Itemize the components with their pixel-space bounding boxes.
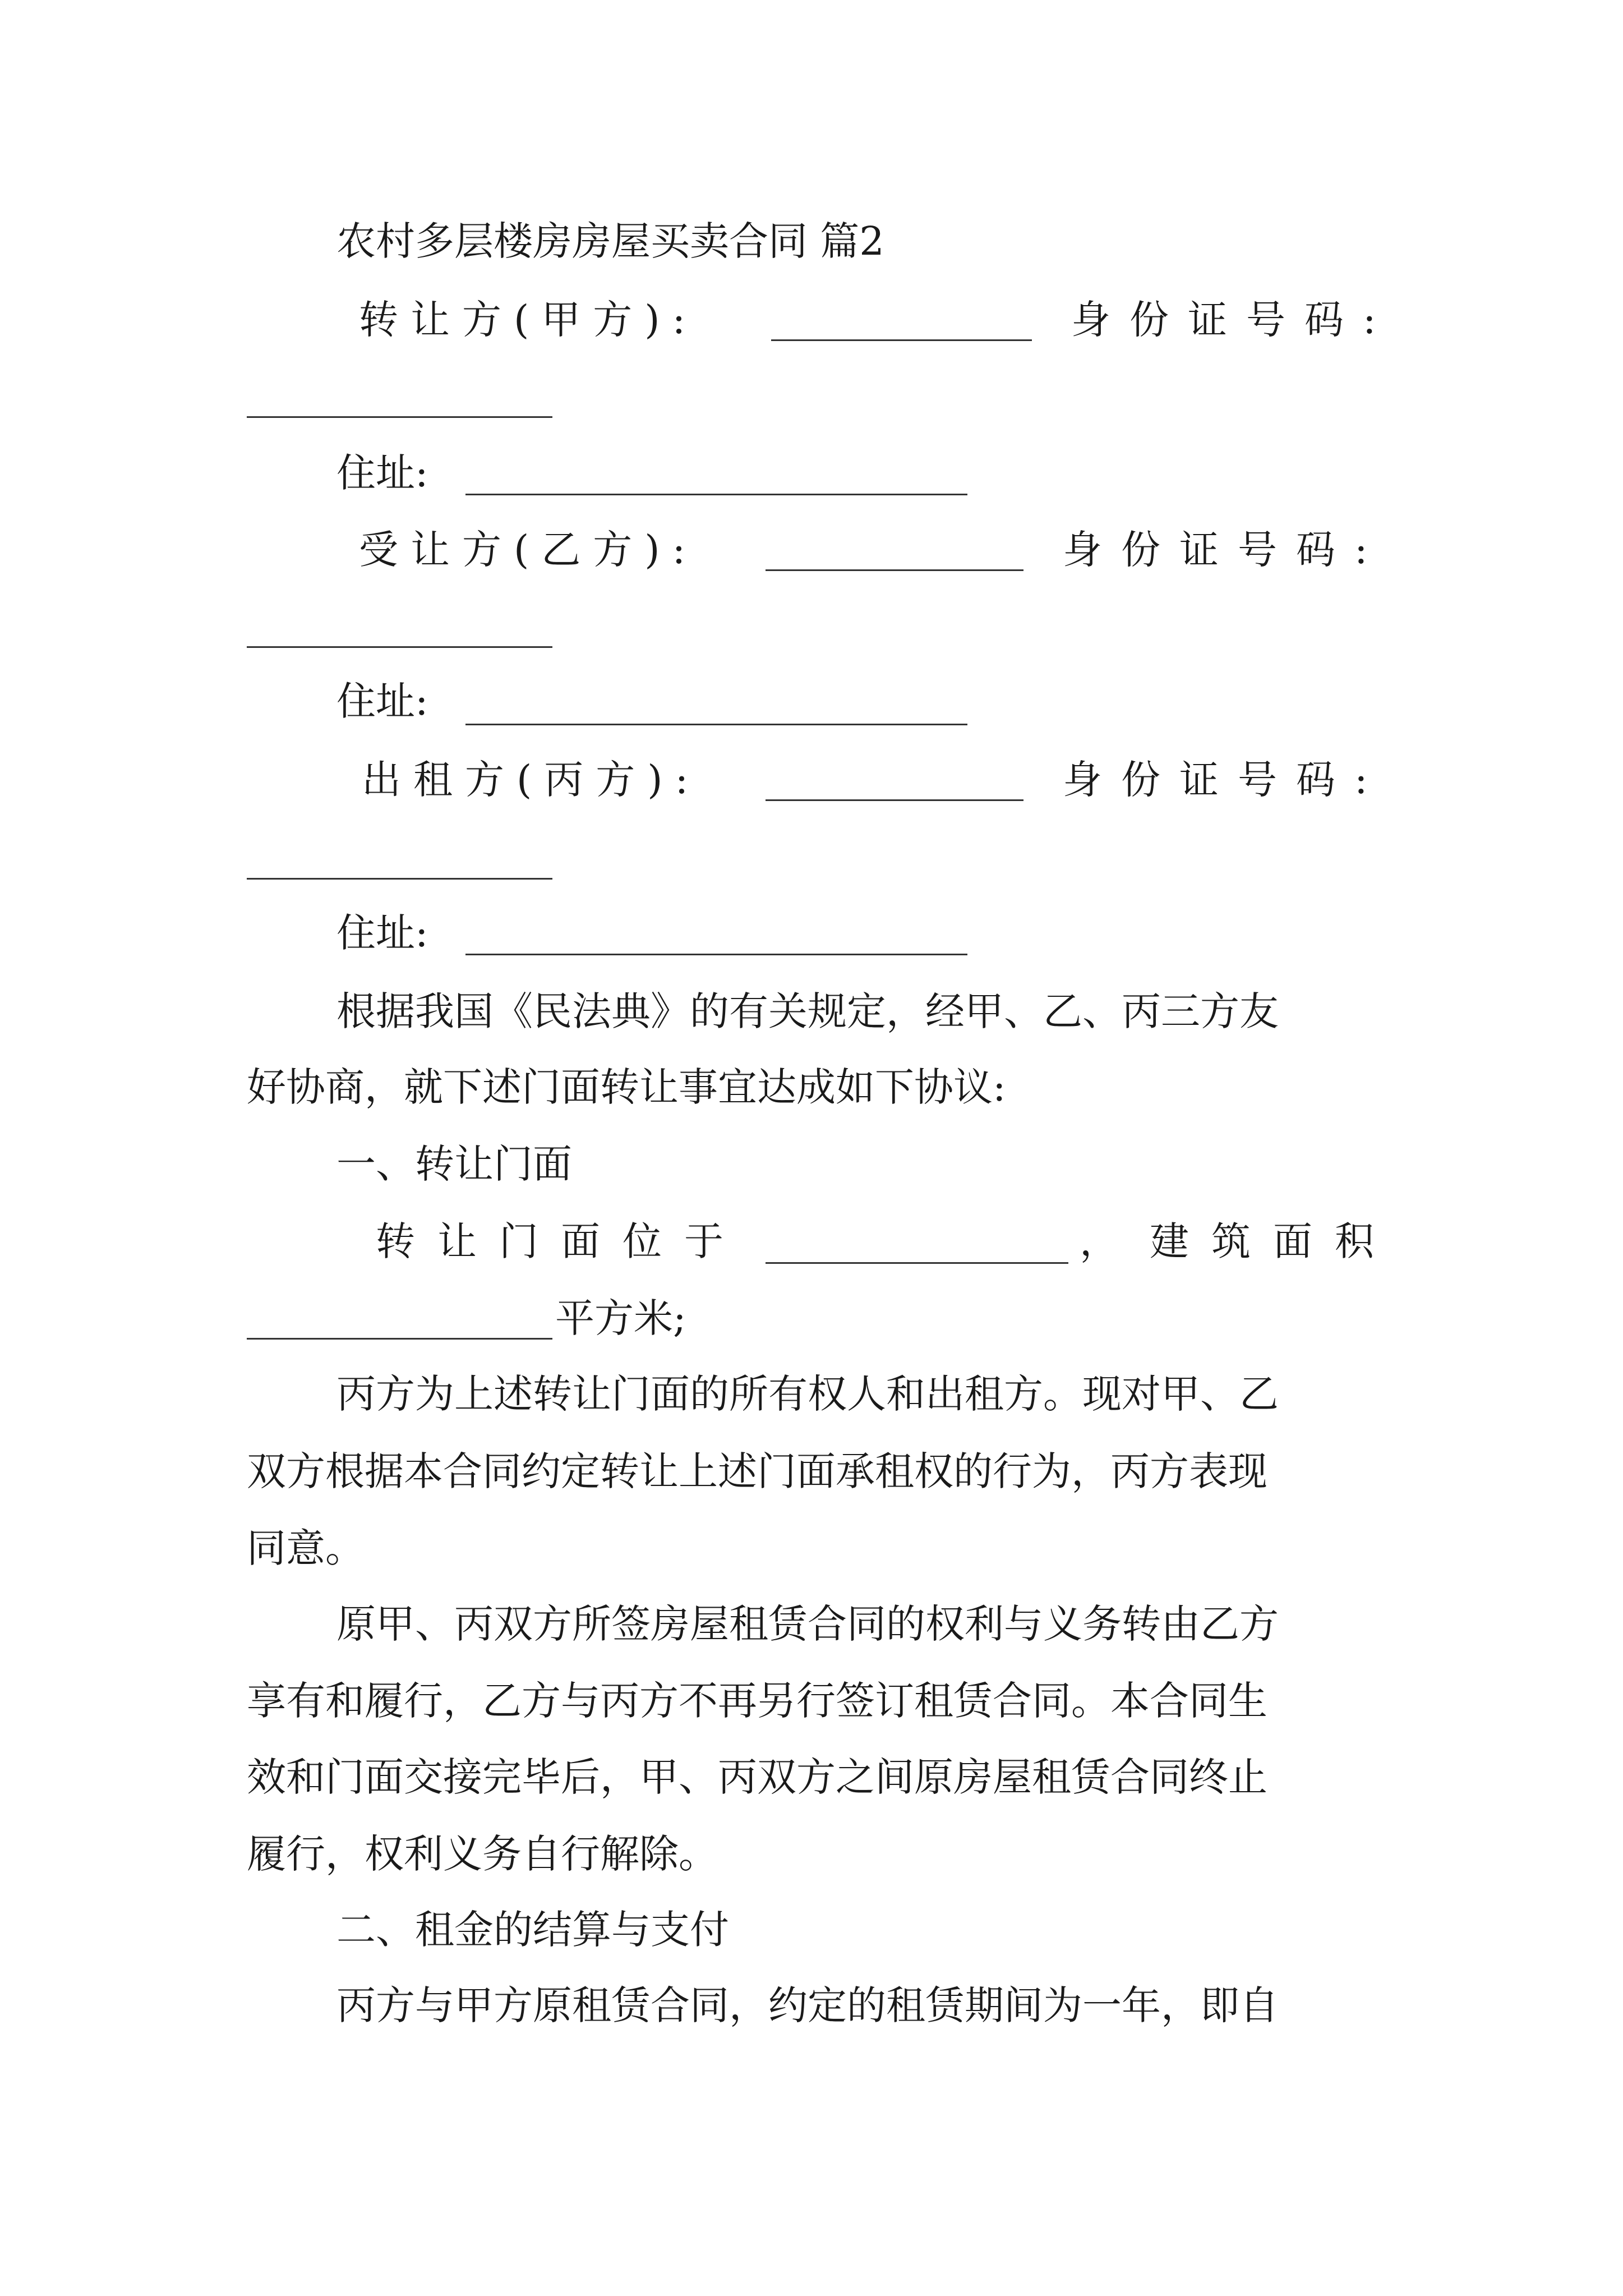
- area-blank[interactable]: [247, 1338, 552, 1340]
- party-a-id-blank[interactable]: [247, 416, 552, 418]
- section-2-title: 二、租金的结算与支付: [336, 1907, 729, 1953]
- party-a-address-blank[interactable]: [465, 494, 967, 495]
- paragraph-2-line1: 原甲、丙双方所签房屋租赁合同的权利与义务转由乙方: [336, 1601, 1279, 1647]
- section-1-title: 一、转让门面: [336, 1141, 572, 1187]
- party-c-label: 出租方(丙方):: [362, 757, 701, 803]
- party-b-label: 受让方(乙方):: [359, 527, 698, 573]
- party-b-address-blank[interactable]: [465, 724, 967, 725]
- party-c-address-label: 住址:: [336, 910, 428, 956]
- document-title: 农村多层楼房房屋买卖合同 篇2: [336, 218, 884, 264]
- paragraph-2-line3: 效和门面交接完毕后，甲、丙双方之间原房屋租赁合同终止: [247, 1754, 1267, 1800]
- party-b-name-blank[interactable]: [766, 569, 1023, 571]
- party-c-id-label: 身份证号码:: [1063, 757, 1387, 803]
- party-b-id-blank[interactable]: [247, 646, 552, 648]
- paragraph-2-line2: 享有和履行，乙方与丙方不再另行签订租赁合同。本合同生: [247, 1678, 1267, 1724]
- paragraph-1-line2: 双方根据本合同约定转让上述门面承租权的行为，丙方表现: [247, 1448, 1267, 1494]
- party-b-id-label: 身份证号码:: [1063, 527, 1387, 573]
- party-c-id-blank[interactable]: [247, 878, 552, 880]
- paragraph-1-line3: 同意。: [247, 1525, 365, 1571]
- party-a-address-label: 住址:: [336, 450, 428, 496]
- area-label: 建筑面积: [1150, 1218, 1396, 1264]
- paragraph-2-line4: 履行，权利义务自行解除。: [247, 1831, 718, 1877]
- intro-paragraph-line1: 根据我国《民法典》的有关规定，经甲、乙、丙三方友: [336, 988, 1279, 1034]
- paragraph-3-line1: 丙方与甲方原租赁合同，约定的租赁期间为一年，即自: [336, 1982, 1279, 2028]
- location-label: 转让门面位于: [376, 1218, 746, 1264]
- party-c-name-blank[interactable]: [766, 799, 1023, 801]
- party-c-address-blank[interactable]: [465, 954, 967, 955]
- party-a-label: 转让方(甲方):: [359, 297, 698, 343]
- party-b-address-label: 住址:: [336, 678, 428, 724]
- area-unit: 平方米;: [555, 1295, 686, 1341]
- party-a-id-label: 身份证号码:: [1071, 297, 1395, 343]
- party-a-name-blank[interactable]: [771, 339, 1032, 341]
- location-comma: ，: [1080, 1218, 1119, 1264]
- location-blank[interactable]: [766, 1262, 1068, 1264]
- intro-paragraph-line2: 好协商，就下述门面转让事宜达成如下协议:: [247, 1064, 1006, 1110]
- paragraph-1-line1: 丙方为上述转让门面的所有权人和出租方。现对甲、乙: [336, 1371, 1279, 1417]
